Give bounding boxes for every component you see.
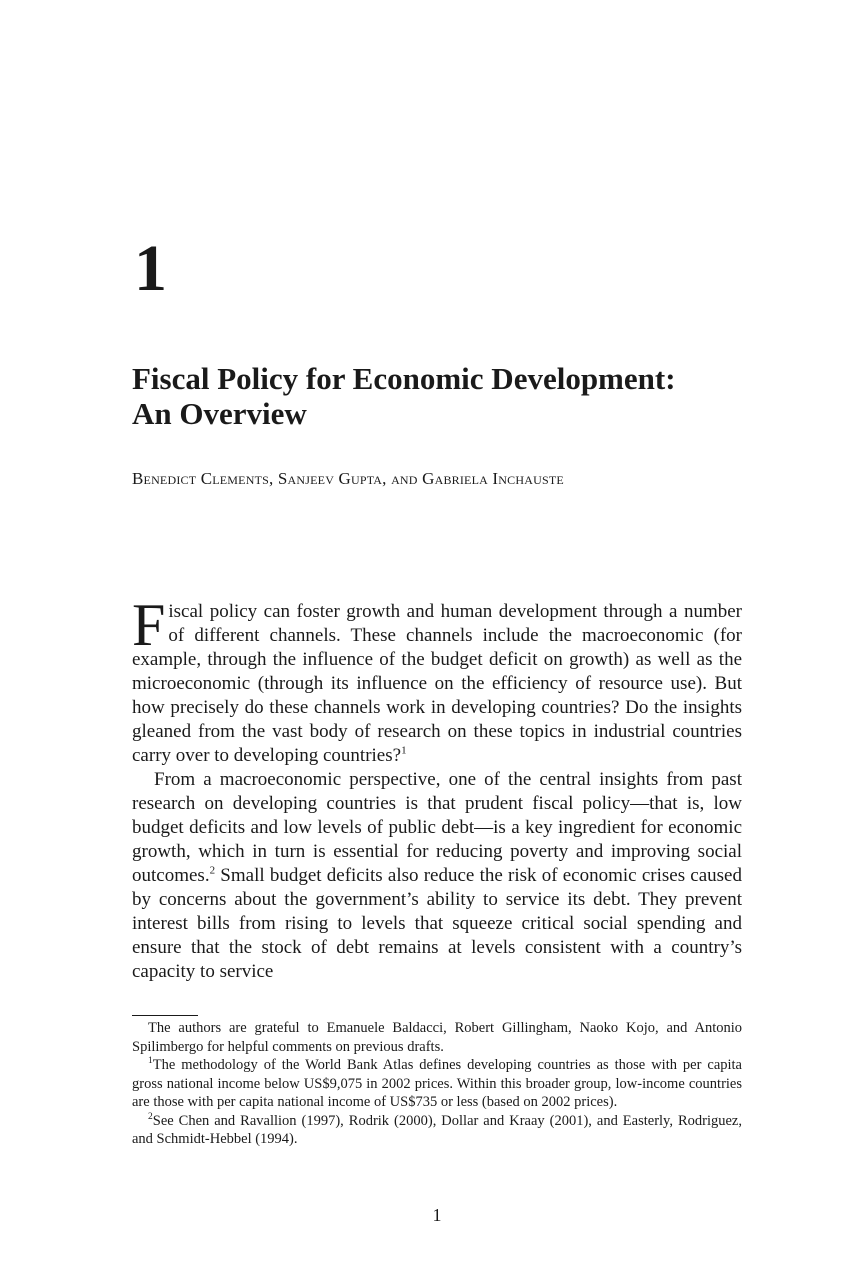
chapter-title <box>132 361 676 431</box>
paragraph-2 <box>132 768 742 984</box>
document-page <box>132 0 742 1275</box>
page-number: 1 <box>432 1205 442 1225</box>
footnote-1 <box>132 1056 742 1112</box>
footnote-1-mark: 1 <box>148 1056 153 1067</box>
footnote-2-mark: 2 <box>148 1111 153 1122</box>
chapter-authors: Benedict Clements, Sanjeev Gupta, and Gabriela Inchauste <box>132 469 564 488</box>
footnote-divider <box>132 1015 198 1016</box>
footnotes <box>132 1019 742 1149</box>
footnote-acknowledgment: The authors are grateful to Emanuele Baldacci, Robert Gillingham, Naoko Kojo, and Antonio Spilimbergo for helpful comments on previous drafts. <box>132 1020 742 1055</box>
footnote-2-text: See Chen and Ravallion (1997), Rodrik (2000), Dollar and Kraay (2001), and Easterly, Rodriguez, and Schmidt-Hebbel (1994). <box>132 1112 742 1147</box>
paragraph-2-text-b: Small budget deficits also reduce the risk of economic crises caused by concerns about the government’s ability to service its debt. They prevent interest bills from rising to levels that squeeze critical social spending and ensure that the stock of debt remains at levels consistent with a country’s capacity to service <box>132 865 742 982</box>
chapter-number: 1 <box>134 232 167 305</box>
chapter-title-line-1: Fiscal Policy for Economic Development: <box>132 361 676 396</box>
footnote-1-text: The methodology of the World Bank Atlas defines developing countries as those with per capita gross national income below US$9,075 in 2002 prices. Within this broader group, low-income countries are those with per capita national income of US$735 or less (based on 2002 prices). <box>132 1057 742 1110</box>
chapter-title-line-2: An Overview <box>132 396 307 431</box>
paragraph-1-text: iscal policy can foster growth and human development through a number of different channels. These channels include the macroeconomic (for example, through the influence of the budget deficit on growth) as well as the microeconomic (through its influence on the efficiency of resource use). But how precisely do these channels work in developing countries? Do the insights gleaned from the vast body of research on these topics in industrial countries carry over to developing countries? <box>132 601 742 766</box>
paragraph-1 <box>132 592 742 768</box>
footnote-ref-2: 2 <box>209 864 216 877</box>
footnote-2 <box>132 1112 742 1149</box>
body-text <box>132 592 742 984</box>
drop-cap: F <box>132 592 166 658</box>
paragraph-2-text-a: From a macroeconomic perspective, one of the central insights from past research on developing countries is that prudent fiscal policy—that is, low budget deficits and low levels of public debt—is a key ingredient for economic growth, which in turn is essential for reducing poverty and improving social outcomes. <box>132 769 742 886</box>
footnote-ref-1: 1 <box>401 744 407 757</box>
